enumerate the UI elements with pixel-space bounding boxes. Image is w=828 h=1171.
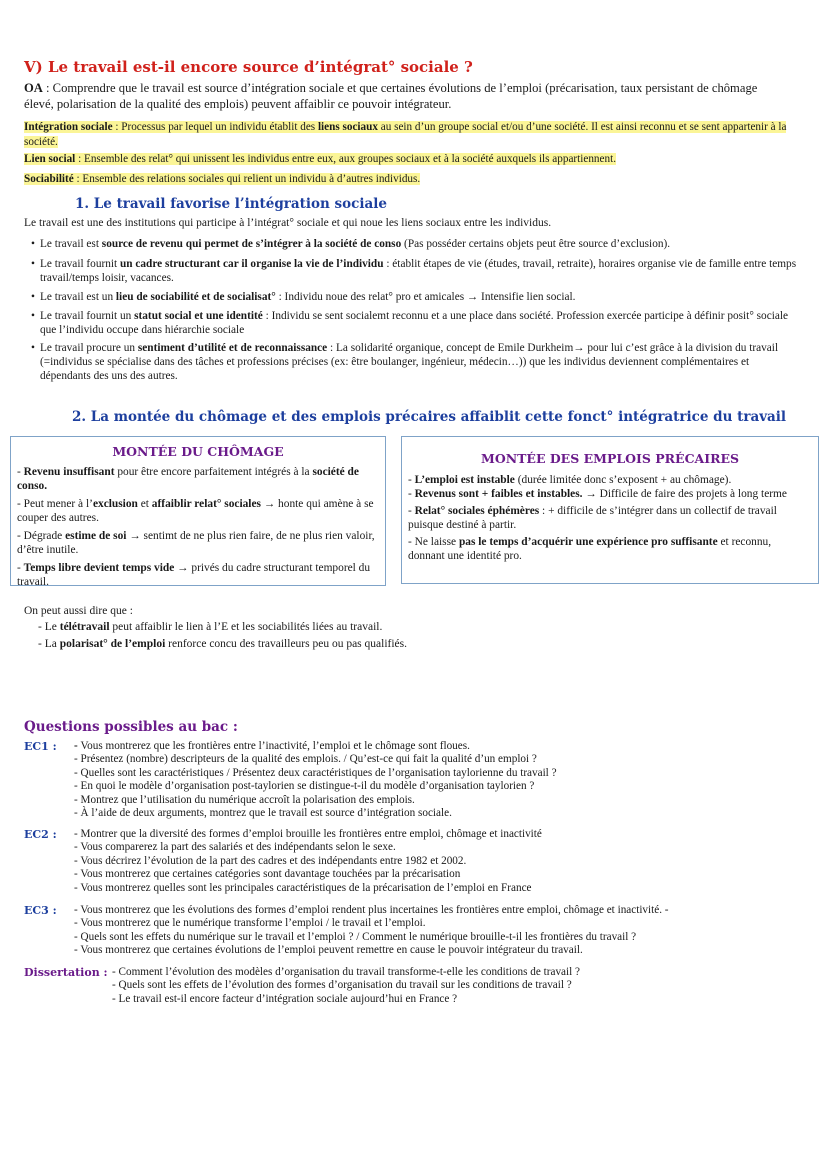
question-text: Vous comparerez la part des salariés et des indépendants selon le sexe. (80, 841, 396, 854)
list-item: - L’emploi est instable (durée limitée donc s’exposent + au chômage). (408, 474, 732, 486)
item-text: → honte qui amène à se couper des autres. (17, 498, 374, 524)
item-text: : + difficile de s’intégrer dans un collectif de travail puisque destiné à partir. (408, 505, 777, 531)
dissertation-list (112, 966, 812, 1006)
item-keyword: Revenu insuffisant (23, 466, 115, 478)
item-text: → sentimt de ne plus rien faire, de ne plus rien valoir, d’être inutile. (17, 530, 375, 556)
question-text: Présentez (nombre) descripteurs de la qualité des emplois. / Qu’est-ce qui fait la qualité d’un emploi ? (80, 753, 537, 766)
objective-paragraph (24, 80, 784, 112)
ec1-label: EC1 : (24, 740, 57, 753)
item-text: Le (44, 621, 60, 633)
item-keyword: Temps libre devient temps vide (23, 562, 175, 574)
question-item: - À l’aide de deux arguments, montrez que le travail est source d’intégration sociale. (74, 807, 452, 820)
question-text: Montrez que l’utilisation du numérique accroît la polarisation des emplois. (80, 793, 415, 806)
definition-term: Intégration sociale (24, 121, 113, 133)
question-item: - Montrer que la diversité des formes d’emploi brouille les frontières entre emploi, chômage et inactivité (74, 828, 542, 840)
question-text: Le travail est-il encore facteur d’intégration sociale aujourd’hui en France ? (118, 992, 458, 1005)
ec2-list (74, 828, 814, 895)
list-item: - Le télétravail peut affaiblir le lien à l’E et les sociabilités liées au travail. (38, 621, 383, 633)
question-item: - Quelles sont les caractéristiques / Présentez deux caractéristiques de l’organisation taylorienne du travail ? (74, 766, 557, 779)
bullet-keyword: source de revenu qui permet de s’intégrer à la société de conso (101, 238, 402, 250)
bullet-text: (Pas posséder certains objets peut être source d’exclusion). (401, 238, 671, 250)
item-keyword: pas le temps d’acquérir une expérience pro suffisante (458, 536, 718, 548)
question-item: - Vous montrerez que certaines évolutions de l’emploi peuvent remettre en cause le pouvoir intégrateur du travail. (74, 944, 583, 957)
dissertation-label: Dissertation : (24, 966, 108, 979)
bullet-text: Le travail fournit un (40, 310, 135, 322)
question-text: Vous montrerez que les évolutions des formes d’emploi rendent plus incertaines les frontières entre emploi, chômage et inactivité. - (80, 904, 669, 916)
question-text: Comment l’évolution des modèles d’organisation du travail transforme-t-elle les conditions de travail ? (118, 966, 580, 978)
box-chomage (10, 436, 386, 586)
definition-text: : Ensemble des relat° qui unissent les individus entre eux, aux groupes sociaux et à la société auxquels ils appartiennent. (75, 153, 616, 165)
item-keyword: polarisat° de l’emploi (59, 638, 166, 650)
question-text: Vous montrerez que certaines évolutions de l’emploi peuvent remettre en cause le pouvoir intégrateur du travail. (80, 944, 583, 957)
also-intro: On peut aussi dire que : (24, 605, 133, 617)
ec1-list (74, 740, 814, 820)
question-item: - Vous montrerez que le numérique transforme l’emploi / le travail et l’emploi. (74, 917, 426, 930)
ec3-list (74, 904, 818, 958)
page-title: V) Le travail est-il encore source d’intégrat° sociale ? (24, 58, 473, 76)
bullet-keyword: un cadre structurant car il organise la vie de l’individu (120, 258, 384, 270)
bullet-text: : Individu se sent socialemt reconnu et a une place dans société. Profession exercée participe à définir posit° sociale que l’individu occupe dans hiérarchie sociale (40, 310, 789, 336)
list-item: • Le travail fournit un cadre structurant car il organise la vie de l’individu : établit étapes de vie (études, travail, retraite), horaires organise vie de famille entre temps travail/temps loisir, vacances. (31, 258, 797, 284)
definition-sociabilite (24, 172, 794, 187)
item-text: La (44, 638, 60, 650)
definition-term: Sociabilité (24, 173, 74, 185)
item-text: Dégrade (23, 530, 66, 542)
list-item: - Revenu insuffisant pour être encore parfaitement intégrés à la société de conso. (17, 466, 359, 492)
list-item: • Le travail est un lieu de sociabilité et de socialisat° : Individu noue des relat° pro et amicales → Intensifie lien social. (31, 291, 576, 303)
question-text: Montrer que la diversité des formes d’emploi brouille les frontières entre emploi, chômage et inactivité (80, 828, 542, 840)
box-precaires-title: MONTÉE DES EMPLOIS PRÉCAIRES (480, 451, 740, 466)
item-keyword: affaiblir relat° sociales (151, 498, 261, 510)
question-text: Vous montrerez que le numérique transforme l’emploi / le travail et l’emploi. (80, 917, 426, 930)
item-keyword: estime de soi (65, 530, 127, 542)
section-2-title: 2. La montée du chômage et des emplois précaires affaiblit cette fonct° intégratrice du travail (72, 409, 787, 425)
question-item: - Quels sont les effets de l’évolution des formes d’organisation du travail sur les conditions de travail ? (112, 979, 572, 992)
question-item: - Montrez que l’utilisation du numérique accroît la polarisation des emplois. (74, 793, 415, 806)
question-item: - Vous comparerez la part des salariés et des indépendants selon le sexe. (74, 841, 396, 854)
item-keyword: L’emploi est instable (414, 474, 515, 486)
ec2-label: EC2 : (24, 828, 57, 841)
question-text: En quoi le modèle d’organisation post-taylorien se distingue-t-il du modèle d’organisation taylorien ? (80, 780, 535, 793)
question-item: - En quoi le modèle d’organisation post-taylorien se distingue-t-il du modèle d’organisation taylorien ? (74, 780, 535, 793)
bullet-text: : Individu noue des relat° pro et amicales → Intensifie lien social. (275, 291, 576, 303)
item-text: renforce concu des travailleurs peu ou pas qualifiés. (165, 638, 408, 650)
list-item: - Ne laisse pas le temps d’acquérir une expérience pro suffisante et reconnu, donnant une identité pro. (408, 536, 772, 562)
definition-text: : Ensemble des relations sociales qui relient un individu à d’autres individus. (73, 173, 421, 185)
bullet-text: Le travail est un (40, 291, 116, 303)
question-item: - Le travail est-il encore facteur d’intégration sociale aujourd’hui en France ? (112, 992, 458, 1005)
question-text: Vous montrerez que certaines catégories sont davantage touchées par la précarisation (80, 868, 461, 881)
item-text: peut affaiblir le lien à l’E et les sociabilités liées au travail. (109, 621, 383, 633)
question-text: Vous montrerez que les frontières entre l’inactivité, l’emploi et le chômage sont floues. (80, 740, 470, 752)
question-item: - Quels sont les effets du numérique sur le travail et l’emploi ? / Comment le numérique brouille-t-il les frontières du travail ? (74, 930, 637, 943)
item-keyword: exclusion (92, 498, 138, 510)
bullet-text: : établit étapes de vie (études, travail, retraite), horaires organise vie de famille entre temps travail/temps loisir, vacances. (40, 258, 797, 284)
definition-text: au sein d’un groupe social et/ou d’une société. Il est ainsi reconnu et se sent appartenir à la société. (24, 121, 787, 148)
list-item: • Le travail fournit un statut social et une identité : Individu se sent socialemt reconnu et a une place dans société. Profession exercée participe à définir posit° sociale que l’individu occupe dans hiérarchie sociale (31, 310, 789, 336)
question-item: - Vous montrerez que certaines catégories sont davantage touchées par la précarisation (74, 868, 461, 881)
question-text: Vous montrerez quelles sont les principales caractéristiques de la précarisation de l’emploi en France (80, 881, 532, 894)
bullet-keyword: sentiment d’utilité et de reconnaissance (137, 342, 328, 354)
bullet-keyword: lieu de sociabilité et de socialisat° (115, 291, 276, 303)
item-keyword: télétravail (59, 621, 110, 633)
section-1-title: 1. Le travail favorise l’intégration sociale (75, 196, 387, 212)
definition-term: Lien social (24, 153, 76, 165)
box-chomage-title: MONTÉE DU CHÔMAGE (112, 444, 284, 459)
bullet-keyword: statut social et une identité (134, 310, 263, 322)
item-text: (durée limitée donc s’exposent + au chômage). (514, 474, 732, 486)
objective-label: OA (24, 81, 43, 95)
ec3-label: EC3 : (24, 904, 57, 917)
list-item: - Peut mener à l’exclusion et affaiblir relat° sociales → honte qui amène à se couper des autres. (17, 498, 374, 524)
section-1-intro: Le travail est une des institutions qui participe à l’intégrat° sociale et qui noue les liens sociaux entre les individus. (24, 217, 552, 229)
box-emplois-precaires (401, 436, 819, 584)
bullet-text: : La solidarité organique, concept de Emile Durkheim→ pour lui c’est grâce à la division du travail (=individus se spécialise dans des tâches et professions précises (ex: être boulanger, ingénieur, médecin…)) que les individus deviennent complémentaires et dépendants des uns des autres. (40, 342, 779, 382)
question-item: - Vous décrirez l’évolution de la part des cadres et des indépendants entre 1982 et 2002. (74, 854, 467, 867)
item-keyword: Revenus sont + faibles et instables. (414, 488, 583, 500)
item-text: Peut mener à l’ (23, 498, 93, 510)
item-text: pour être encore parfaitement intégrés à la (114, 466, 313, 478)
question-item: - Vous montrerez que les frontières entre l’inactivité, l’emploi et le chômage sont floues. (74, 740, 470, 752)
definition-text: : Processus par lequel un individu établit des (112, 121, 318, 133)
list-item: - Relat° sociales éphémères : + difficile de s’intégrer dans un collectif de travail puisque destiné à partir. (408, 505, 777, 531)
question-item: - Comment l’évolution des modèles d’organisation du travail transforme-t-elle les conditions de travail ? (112, 966, 580, 978)
question-text: À l’aide de deux arguments, montrez que le travail est source d’intégration sociale. (80, 807, 452, 820)
definition-lien-social (24, 152, 794, 167)
questions-heading: Questions possibles au bac : (24, 719, 238, 735)
definition-integration (24, 120, 794, 150)
question-item: - Vous montrerez que les évolutions des formes d’emploi rendent plus incertaines les frontières entre emploi, chômage et inactivité. - (74, 904, 669, 916)
item-text: Ne laisse (414, 536, 459, 548)
question-text: Quelles sont les caractéristiques / Présentez deux caractéristiques de l’organisation taylorienne du travail ? (80, 766, 557, 779)
list-item: - Revenus sont + faibles et instables. → Difficile de faire des projets à long terme (408, 488, 787, 500)
item-keyword: Relat° sociales éphémères (414, 505, 540, 517)
item-text: et (137, 498, 152, 510)
list-item: - Dégrade estime de soi → sentimt de ne plus rien faire, de ne plus rien valoir, d’être inutile. (17, 530, 375, 556)
question-item: - Vous montrerez quelles sont les principales caractéristiques de la précarisation de l’emploi en France (74, 881, 532, 894)
question-item: - Présentez (nombre) descripteurs de la qualité des emplois. / Qu’est-ce qui fait la qualité d’un emploi ? (74, 753, 537, 766)
item-text: et reconnu, donnant une identité pro. (408, 536, 772, 562)
item-keyword: société de conso. (17, 466, 359, 492)
question-text: Quels sont les effets de l’évolution des formes d’organisation du travail sur les conditions de travail ? (118, 979, 572, 992)
question-text: Quels sont les effets du numérique sur le travail et l’emploi ? / Comment le numérique brouille-t-il les frontières du travail ? (80, 930, 637, 943)
bullet-text: Le travail procure un (40, 342, 138, 354)
bullet-text: Le travail fournit (40, 258, 120, 270)
definition-keyword: liens sociaux (317, 121, 378, 133)
item-text: → privés du cadre structurant temporel du travail. (17, 562, 371, 588)
item-text: → Difficile de faire des projets à long terme (582, 488, 787, 500)
objective-text: : Comprendre que le travail est source d’intégration sociale et que certaines évolutions de l’emploi (précarisation, taux persistant de chômage élevé, polarisation de la qualité des emplois) peuvent affaiblir ce pouvoir intégrateur. (24, 81, 758, 111)
list-item: - La polarisat° de l’emploi renforce concu des travailleurs peu ou pas qualifiés. (38, 638, 408, 650)
bullet-text: Le travail est (40, 238, 102, 250)
list-item: • Le travail est source de revenu qui permet de s’intégrer à la société de conso (Pas posséder certains objets peut être source d’exclusion). (31, 238, 671, 250)
list-item: • Le travail procure un sentiment d’utilité et de reconnaissance : La solidarité organique, concept de Emile Durkheim→ pour lui c’est grâce à la division du travail (=individus se spécialise dans des tâches et professions précises (ex: être boulanger, ingénieur, médecin…)) que les individus deviennent complémentaires et dépendants des uns des autres. (31, 342, 779, 382)
list-item: - Temps libre devient temps vide → privés du cadre structurant temporel du travail. (17, 562, 371, 588)
question-text: Vous décrirez l’évolution de la part des cadres et des indépendants entre 1982 et 2002. (80, 854, 467, 867)
